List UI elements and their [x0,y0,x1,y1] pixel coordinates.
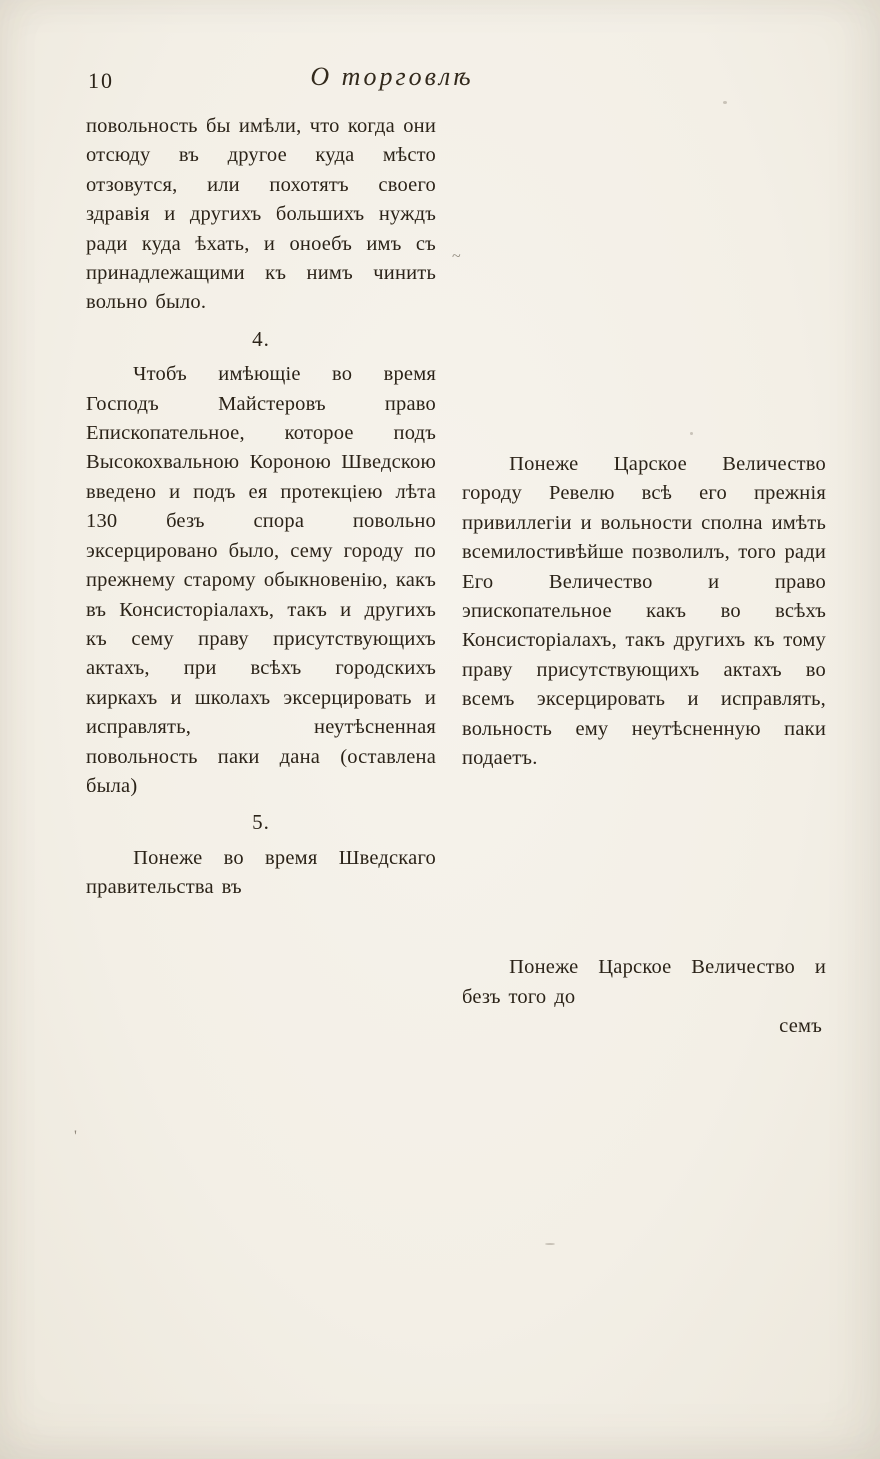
catchword: семъ [779,1015,822,1038]
section-4-number: 4. [252,326,270,351]
paragraph-section-5-left: Понеже во время Шведскаго правительства въ [86,846,436,899]
section-5-number: 5. [252,810,270,835]
paragraph-continuation: повольность бы имѣли, что когда они отсюду въ другое куда мѣсто отзовутся, или похотятъ своего здравія и другихъ большихъ нуждъ ради куда ѣхать, и оноебъ имъ съ принадлежащими къ нимъ чинить вольно было. [86,115,436,314]
paragraph-section-5-right: Понеже Царское Величество и безъ того до [462,956,826,1008]
scan-artifact-tick: ' [74,1128,77,1145]
running-title: О торговлѣ [310,62,474,91]
text-block [86,112,826,1042]
page-number: 10 [88,68,114,93]
left-column [86,112,436,1042]
scan-artifact-tilde: ~ [452,248,461,265]
scan-speck [545,1243,555,1245]
paragraph-section-4-left: Чтобъ имѣющіе во время Господъ Майстеровъ право Епископательное, которое подъ Высокохвальною Короною Шведскою введено и подъ ея протекціею лѣта 130 безъ спора повольно эксерцировано было, сему городу по прежнему старому обыкновенію, какъ въ Консисторіалахъ, такъ и другихъ къ сему праву присутствующихъ актахъ, при всѣхъ городскихъ киркахъ и школахъ эксерцировать и исправлять, неутѣсненная повольность паки дана (оставлена была) [86,363,436,797]
page-header [0,62,880,102]
right-column [462,112,826,1042]
paragraph-section-4-right: Понеже Царское Величество городу Ревелю всѣ его прежнія привиллегіи и вольности сполна имѣть всемилостивѣйше позволилъ, того ради Его Величество и право эпископательное какъ во всѣхъ Консисторіалахъ, такъ другихъ къ тому праву присутствующихъ актахъ во всемъ эксерцировать и исправлять, вольность ему неутѣсненную паки подаетъ. [462,453,826,770]
